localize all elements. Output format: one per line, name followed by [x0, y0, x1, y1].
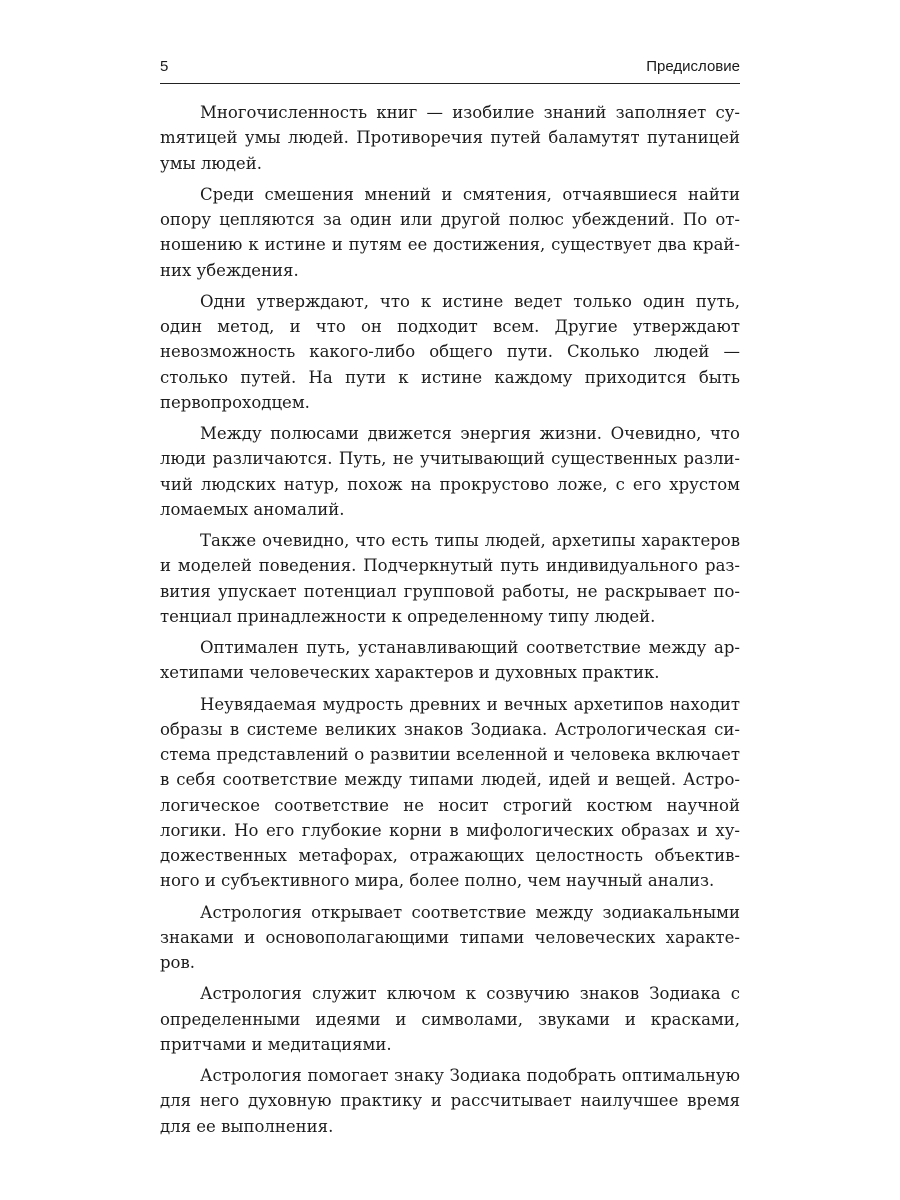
- paragraph: Астрология открывает соответствие между зодиакальными знаками и основополагающими типами человеческих характеров.: [160, 902, 740, 972]
- paragraph: Астрология помогает знаку Зодиака подобрать оптимальную для него духовную практику и рассчитывает наилучшее время для ее выполнения.: [160, 1066, 740, 1136]
- paragraph: Между полюсами движется энергия жизни. Очевидно, что люди различаются. Путь, не учитывающий существенных различий людских натур, похож на прокрустово ложе, с его хрустом ломаемых аномалий.: [160, 424, 740, 519]
- page-number: 5: [160, 58, 169, 75]
- paragraph: Неувядаемая мудрость древних и вечных архетипов находит образы в системе великих знаков Зодиака. Астрологическая система представлений о развитии вселенной и человека включает в себя соответствие между типами людей, идей и вещей. Астрологическое соответствие не носит строгий костюм научной логики. Но его глубокие корни в мифологических образах и художественных метафорах, отражающих целостность объективного и субъективного мира, более полно, чем научный анализ.: [160, 694, 740, 891]
- paragraph: Астрология служит ключом к созвучию знаков Зодиака с определенными идеями и символами, звуками и красками, притчами и медитациями.: [160, 984, 740, 1054]
- header-divider: [160, 83, 740, 84]
- paragraph: Одни утверждают, что к истине ведет только один путь, один метод, и что он подходит всем. Другие утверждают невозможность какого-либо общего пути. Сколько людей — столько путей. На пути к истине каждому приходится быть первопроходцем.: [160, 291, 740, 412]
- paragraph: Оптимален путь, устанавливающий соответствие между архетипами человеческих характеров и духовных практик.: [160, 638, 740, 683]
- paragraph: Также очевидно, что есть типы людей, архетипы характеров и моделей поведения. Подчеркнутый путь индивидуального развития упускает потенциал групповой работы, не раскрывает потенциал принадлежности к определенному типу людей.: [160, 531, 740, 626]
- running-header: [160, 58, 740, 80]
- body-text: [160, 100, 740, 1145]
- paragraph: Многочисленность книг — изобилие знаний заполняет суmятицей умы людей. Противоречия путей баламутят путаницей умы людей.: [160, 103, 740, 173]
- section-title: Предисловие: [646, 58, 740, 75]
- paragraph: Среди смешения мнений и смятения, отчаявшиеся найти опору цепляются за один или другой полюс убеждений. По отношению к истине и путям ее достижения, существует два крайних убеждения.: [160, 184, 740, 280]
